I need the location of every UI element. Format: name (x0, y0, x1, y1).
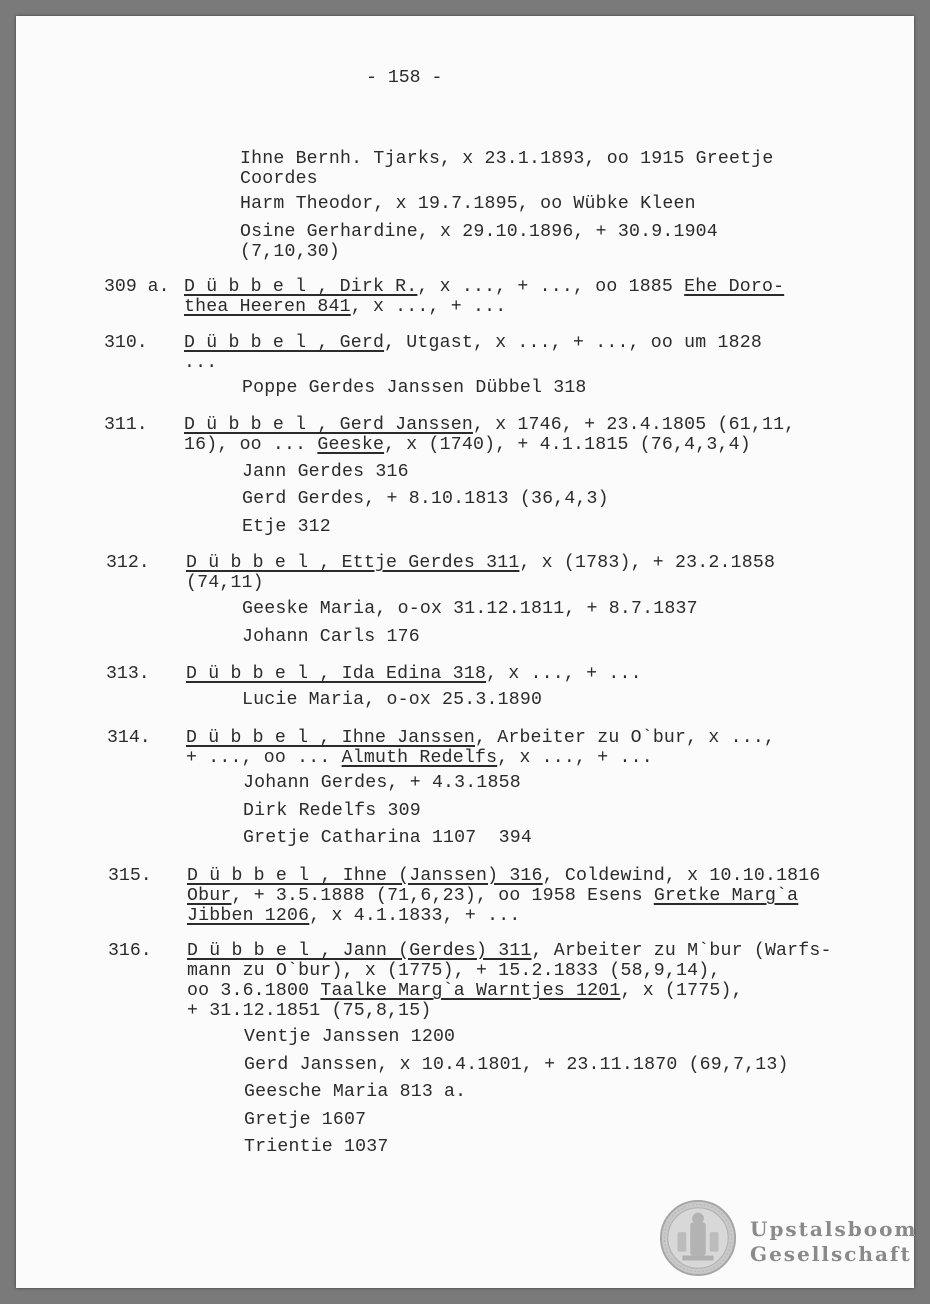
child-line: Osine Gerhardine, x 29.10.1896, + 30.9.1904 (240, 222, 718, 242)
logo-line1: Upstalsboom (750, 1217, 918, 1241)
entry-name: D ü b b e l , Dirk R. (184, 277, 418, 297)
entry-text: , Utgast, x ..., + ..., oo um 1828 (384, 333, 762, 353)
entry-text: , x ..., + ... (497, 748, 653, 768)
spouse-name: Almuth Redelfs (341, 748, 498, 768)
spouse-name: Taalke Marg`a Warntjes 1201 (320, 981, 621, 1001)
entry-text: , Coldewind, x 10.10.1816 (542, 866, 821, 886)
spouse-name: Gretke Marg`a (653, 886, 799, 906)
entry-311-line1 (184, 415, 795, 435)
spouse-name: Jibben 1206 (187, 906, 310, 926)
entry-314-line1 (186, 728, 775, 748)
entry-number: 316. (108, 941, 152, 961)
entry-text: , x 1746, + 23.4.1805 (61,11, (472, 415, 796, 435)
entry-314-line2 (186, 748, 653, 768)
child-line: Gerd Gerdes, + 8.10.1813 (36,4,3) (242, 489, 609, 509)
entry-text: oo 3.6.1800 (187, 981, 321, 1001)
entry-text: , x ..., + ... (486, 664, 642, 684)
entry-text: Obur (187, 886, 232, 906)
child-line: Geeske Maria, o-ox 31.12.1811, + 8.7.1837 (242, 599, 698, 619)
entry-312-line1 (186, 553, 775, 573)
child-line: Ihne Bernh. Tjarks, x 23.1.1893, oo 1915 Greetje (240, 149, 774, 169)
entry-name: D ü b b e l , Ihne Janssen (186, 728, 475, 748)
entry-name: D ü b b e l , Gerd Janssen (184, 415, 473, 435)
child-line: Johann Gerdes, + 4.3.1858 (243, 773, 521, 793)
entry-number: 310. (104, 333, 148, 353)
child-line: Lucie Maria, o-ox 25.3.1890 (242, 690, 543, 710)
entry-text: , Arbeiter zu O`bur, x ..., (474, 728, 776, 748)
child-line: Gretje 1607 (244, 1110, 367, 1130)
entry-number: 315. (108, 866, 152, 886)
entry-number: 311. (104, 415, 148, 435)
entry-number: 312. (106, 553, 150, 573)
entry-name: D ü b b e l , Jann (Gerdes) 311 (187, 941, 532, 961)
entry-309-line1 (184, 277, 784, 297)
entry-text: , + 3.5.1888 (71,6,23), oo 1958 Esens (231, 886, 654, 906)
child-line: Etje 312 (242, 517, 331, 537)
entry-text: 16), oo ... (184, 435, 318, 455)
child-line: Gretje Catharina 1107 394 (243, 828, 532, 848)
entry-text: (74,11) (186, 573, 264, 593)
entry-text: + ..., oo ... (186, 748, 342, 768)
spouse-name: Ehe Doro- (684, 277, 785, 297)
entry-310-line1 (184, 333, 762, 353)
child-line: Trientie 1037 (244, 1137, 389, 1157)
entry-name: D ü b b e l , Ida Edina 318 (186, 664, 487, 684)
child-line: Gerd Janssen, x 10.4.1801, + 23.11.1870 (69,7,13) (244, 1055, 789, 1075)
entry-text: , x (1775), (620, 981, 743, 1001)
spouse-name: thea Heeren 841 (184, 297, 351, 317)
entry-text: , x 4.1.1833, + ... (309, 906, 521, 926)
entry-name: D ü b b e l , Ihne (Janssen) 316 (187, 866, 543, 886)
entry-309-line2 (184, 297, 506, 317)
child-line: Johann Carls 176 (242, 627, 420, 647)
entry-316-line1 (187, 941, 832, 961)
spouse-name: Geeske (317, 435, 385, 455)
entry-number: 309 a. (104, 277, 170, 297)
entry-text: ... (184, 353, 218, 373)
child-line: (7,10,30) (240, 242, 341, 262)
entry-text: , x (1783), + 23.2.1858 (519, 553, 776, 573)
child-line: Coordes (240, 169, 318, 189)
entry-number: 314. (107, 728, 151, 748)
document-page (16, 16, 918, 1288)
society-logo-text (750, 1217, 918, 1267)
child-line: Dirk Redelfs 309 (243, 801, 421, 821)
entry-text: , Arbeiter zu M`bur (Warfs- (531, 941, 832, 961)
entry-311-line2 (184, 435, 751, 455)
entry-313-line1 (186, 664, 642, 684)
entry-text: , x ..., + ... (350, 297, 507, 317)
society-seal-icon (659, 1199, 737, 1277)
entry-text: , x (1740), + 4.1.1815 (76,4,3,4) (384, 435, 751, 455)
child-line: Harm Theodor, x 19.7.1895, oo Wübke Kleen (240, 194, 696, 214)
child-line: Ventje Janssen 1200 (244, 1027, 456, 1047)
page-number: - 158 - (366, 68, 443, 88)
child-line: Poppe Gerdes Janssen Dübbel 318 (242, 378, 587, 398)
entry-315-line1 (187, 866, 821, 886)
entry-316-line3 (187, 981, 743, 1001)
entry-text: + 31.12.1851 (75,8,15) (187, 1001, 432, 1021)
entry-315-line3 (187, 906, 520, 926)
entry-315-line2 (187, 886, 798, 906)
child-line: Geesche Maria 813 a. (244, 1082, 467, 1102)
entry-text: , x ..., + ..., oo 1885 (417, 277, 685, 297)
entry-text: mann zu O`bur), x (1775), + 15.2.1833 (58,9,14), (187, 961, 721, 981)
child-line: Jann Gerdes 316 (242, 462, 409, 482)
entry-name: D ü b b e l , Gerd (184, 333, 385, 353)
entry-name: D ü b b e l , Ettje Gerdes 311 (186, 553, 520, 573)
entry-number: 313. (106, 664, 150, 684)
logo-line2: Gesellschaft (750, 1242, 912, 1266)
